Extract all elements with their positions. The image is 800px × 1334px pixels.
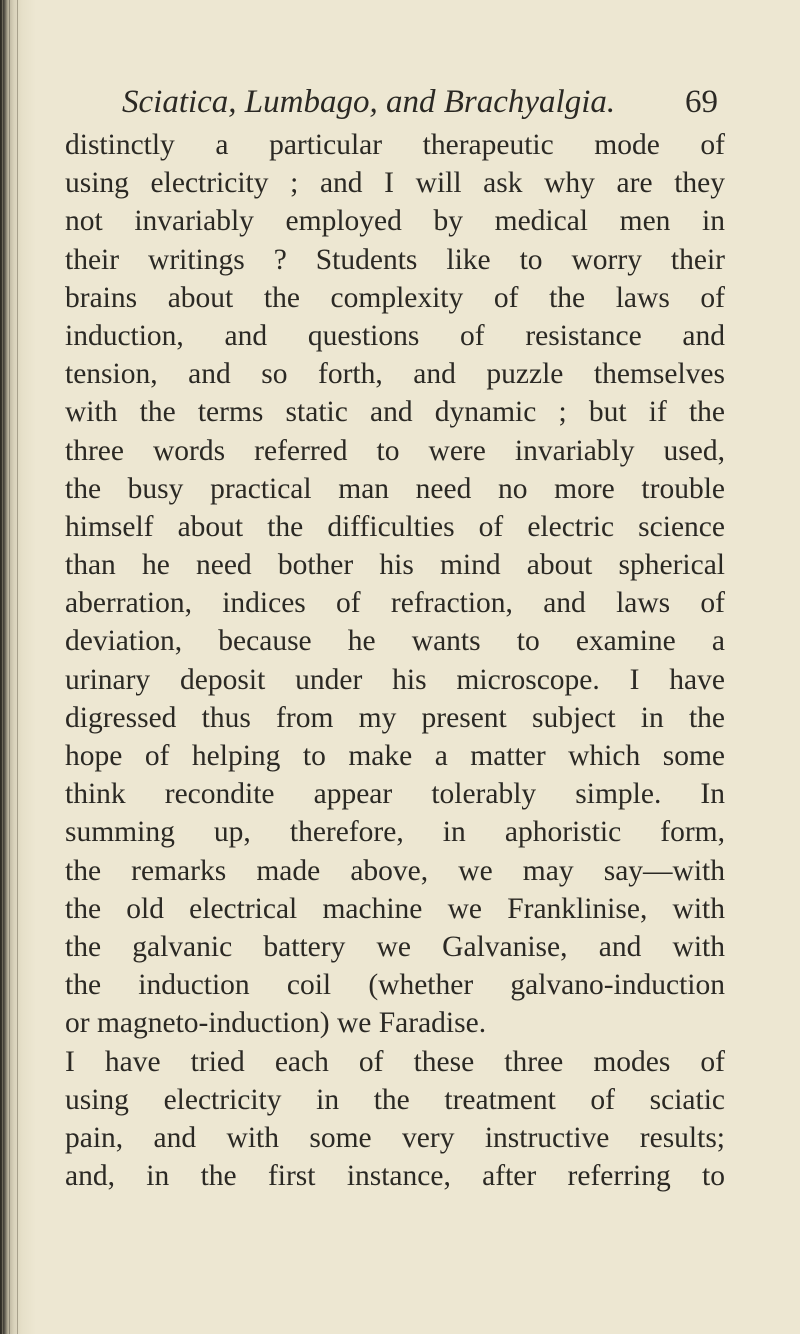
text-line: himself about the difficulties of electric science (65, 510, 725, 543)
text-line: tension, and so forth, and puzzle themselves (65, 358, 725, 391)
text-line: the induction coil (whether galvano-induction (65, 969, 725, 1002)
text-line: or magneto-induction) we Faradise. (65, 1007, 487, 1040)
text-line: with the terms static and dynamic ; but if the (65, 396, 725, 429)
text-line: brains about the complexity of the laws of (65, 281, 725, 314)
gutter-shadow-line (17, 0, 18, 1334)
text-line: not invariably employed by medical men in (65, 205, 725, 238)
page-header (122, 84, 718, 130)
body-text (65, 126, 725, 1195)
gutter-shadow-line (9, 0, 10, 1334)
text-line: induction, and questions of resistance and (65, 319, 725, 352)
text-line: using electricity in the treatment of sciatic (65, 1083, 725, 1116)
page-gutter (0, 0, 36, 1334)
text-line: urinary deposit under his microscope. I have (65, 663, 725, 696)
page-number: 69 (685, 84, 718, 120)
text-line: the remarks made above, we may say—with (65, 854, 725, 887)
text-line: pain, and with some very instructive results; (65, 1121, 725, 1154)
text-line: think recondite appear tolerably simple. In (65, 778, 725, 811)
text-line: hope of helping to make a matter which some (65, 740, 725, 772)
text-line: three words referred to were invariably used, (65, 434, 725, 467)
text-line: than he need bother his mind about spherical (65, 549, 725, 582)
text-line: distinctly a particular therapeutic mode of (65, 129, 725, 161)
text-line: the galvanic battery we Galvanise, and with (65, 930, 725, 963)
text-line: the old electrical machine we Franklinise, with (65, 892, 725, 925)
text-line: aberration, indices of refraction, and laws of (65, 587, 725, 620)
text-line: using electricity ; and I will ask why are they (65, 167, 725, 200)
text-line: and, in the first instance, after referring to (65, 1160, 725, 1193)
gutter-shadow-line (2, 0, 3, 1334)
running-title: Sciatica, Lumbago, and Brachyalgia. (122, 84, 616, 120)
text-line: the busy practical man need no more trouble (65, 472, 725, 505)
text-line: summing up, therefore, in aphoristic form, (65, 816, 725, 849)
text-line: I have tried each of these three modes of (65, 1045, 725, 1078)
text-line: deviation, because he wants to examine a (65, 625, 725, 658)
text-line: digressed thus from my present subject in the (65, 701, 725, 734)
text-line: their writings ? Students like to worry their (65, 243, 725, 276)
